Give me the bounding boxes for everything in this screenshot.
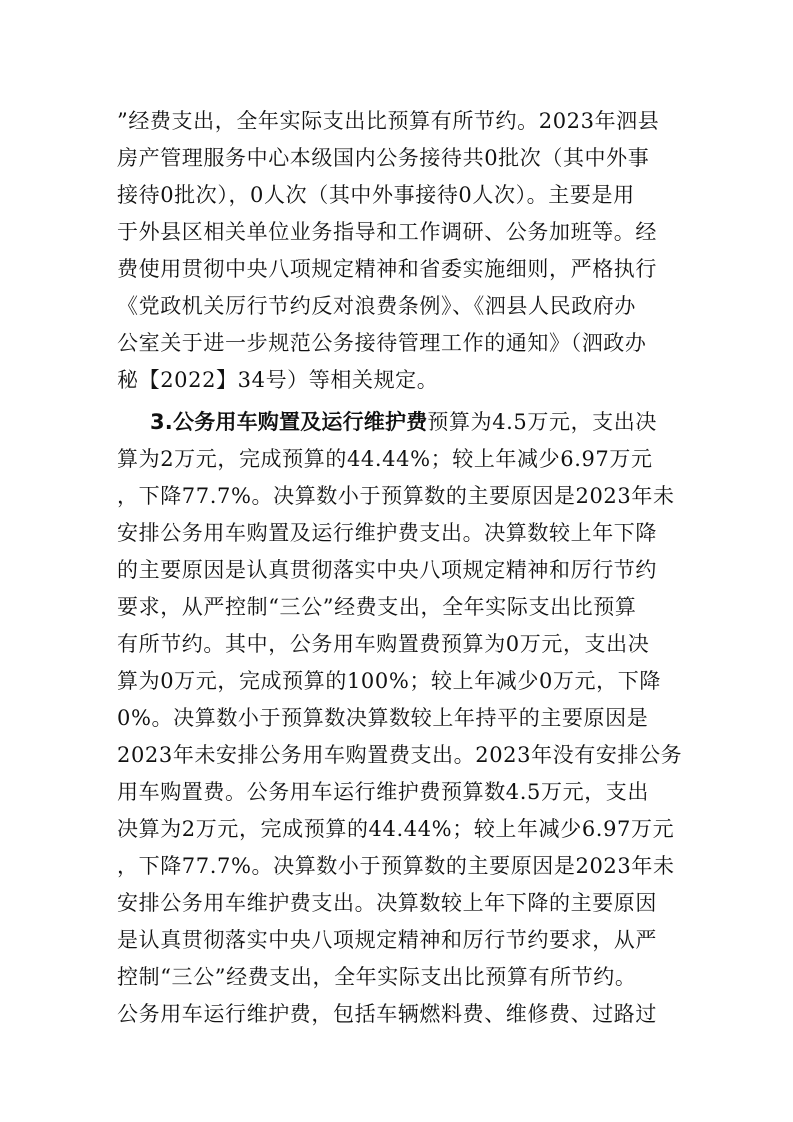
paragraph-line: ，下降77.7%。决算数小于预算数的主要原因是2023年未 <box>117 484 675 508</box>
section-3-first-line-text: 预算为4.5万元，支出决 <box>427 410 657 434</box>
paragraph-line: 费使用贯彻中央八项规定精神和省委实施细则，严格执行 <box>117 257 657 281</box>
paragraph-line: 安排公务用车维护费支出。决算数较上年下降的主要原因 <box>117 891 657 915</box>
paragraph-line: 是认真贯彻落实中央八项规定精神和厉行节约要求，从严 <box>117 928 657 952</box>
paragraph-line: ，下降77.7%。决算数小于预算数的主要原因是2023年未 <box>117 854 675 878</box>
paragraph-line: 房产管理服务中心本级国内公务接待共0批次（其中外事 <box>117 146 650 170</box>
paragraph-line: 用车购置费。公务用车运行维护费预算数4.5万元，支出 <box>117 780 649 804</box>
paragraph-line: 的主要原因是认真贯彻落实中央八项规定精神和厉行节约 <box>117 558 657 582</box>
paragraph-line: 于外县区相关单位业务指导和工作调研、公务加班等。经 <box>117 220 657 244</box>
paragraph-line: 接待0批次），0人次（其中外事接待0人次）。主要是用 <box>117 183 635 207</box>
section-3-first-line <box>150 405 690 439</box>
paragraph-line: 2023年未安排公务用车购置费支出。2023年没有安排公务 <box>117 743 683 767</box>
paragraph-line: 有所节约。其中，公务用车购置费预算为0万元，支出决 <box>117 632 650 656</box>
paragraph-line: ”经费支出，全年实际支出比预算有所节约。2023年泗县 <box>117 109 660 133</box>
paragraph-line: 控制“三公”经费支出，全年实际支出比预算有所节约。 <box>117 965 637 989</box>
paragraph-line: 安排公务用车购置及运行维护费支出。决算数较上年下降 <box>117 521 657 545</box>
section-3-heading: 3.公务用车购置及运行维护费 <box>150 410 428 434</box>
paragraph-line: 公务用车运行维护费，包括车辆燃料费、维修费、过路过 <box>117 1002 657 1026</box>
paragraph-line: 秘【2022】34号）等相关规定。 <box>117 368 439 392</box>
paragraph-line: 算为2万元，完成预算的44.44%；较上年减少6.97万元 <box>117 447 653 471</box>
paragraph-line: 决算为2万元，完成预算的44.44%；较上年减少6.97万元 <box>117 817 675 841</box>
paragraph-line: 算为0万元，完成预算的100%；较上年减少0万元，下降 <box>117 669 661 693</box>
paragraph-line: 公室关于进一步规范公务接待管理工作的通知》（泗政办 <box>117 331 647 355</box>
paragraph-line: 要求，从严控制“三公”经费支出，全年实际支出比预算 <box>117 595 637 619</box>
paragraph-line: 0%。决算数小于预算数决算数较上年持平的主要原因是 <box>117 706 649 730</box>
paragraph-line: 《党政机关厉行节约反对浪费条例》、《泗县人民政府办 <box>117 294 636 318</box>
